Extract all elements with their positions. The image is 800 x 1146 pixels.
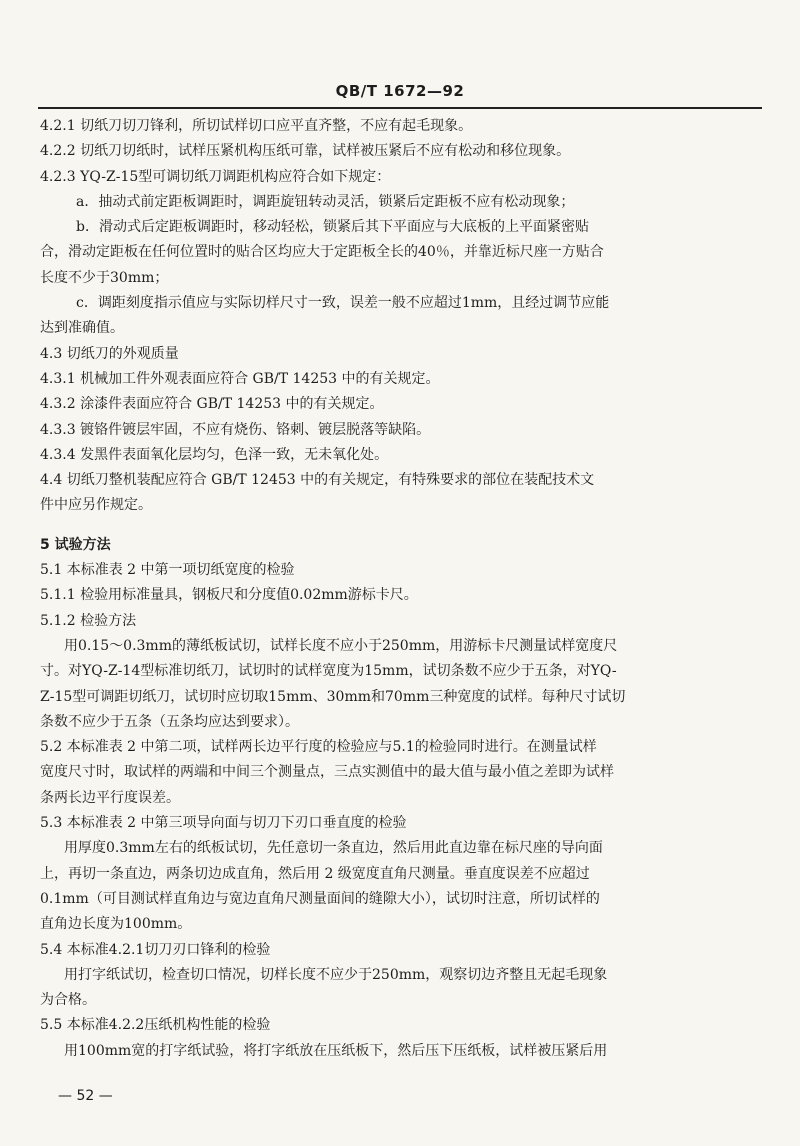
clause-4-2-3-a: a．抽动式前定距板调距时，调距旋钮转动灵活，锁紧后定距板不应有松动现象；	[76, 193, 575, 210]
clause-4-3-4: 4.3.4 发黑件表面氧化层均匀，色泽一致，无未氧化处。	[40, 446, 389, 463]
clause-5-3-text: 用厚度0.3mm左右的纸板试切，先任意切一条直边，然后用此直边靠在标尺座的导向面	[64, 840, 603, 857]
clause-5-3: 5.3 本标准表 2 中第三项导向面与切刀下刃口垂直度的检验	[40, 815, 407, 832]
clause-5-4-text-2: 为合格。	[40, 992, 96, 1009]
clause-5-1-2-text-4: 条数不应少于五条（五条均应达到要求）。	[40, 713, 299, 730]
clause-5-3-text-4: 直角边长度为100mm。	[40, 916, 192, 933]
clause-5-2-cont: 宽度尺寸时，取试样的两端和中间三个测量点，三点实测值中的最大值与最小值之差即为试样	[40, 764, 614, 781]
clause-4-2-2: 4.2.2 切纸刀切纸时，试样压紧机构压纸可靠，试样被压紧后不应有松动和移位现象。	[40, 143, 571, 160]
clause-4-3: 4.3 切纸刀的外观质量	[40, 345, 179, 362]
clause-4-2-3-b: b．滑动式后定距板调距时，移动轻松，锁紧后其下平面应与大底板的上平面紧密贴	[76, 219, 589, 236]
clause-4-4-end: 件中应另作规定。	[40, 497, 152, 514]
clause-5-2-end: 条两长边平行度误差。	[40, 789, 180, 806]
clause-4-3-2: 4.3.2 涂漆件表面应符合 GB/T 14253 中的有关规定。	[40, 396, 384, 413]
clause-5-5: 5.5 本标准4.2.2压纸机构性能的检验	[40, 1017, 271, 1034]
clause-5-4: 5.4 本标准4.2.1切刀刃口锋利的检验	[40, 941, 271, 958]
clause-4-2-1: 4.2.1 切纸刀切刀锋利，所切试样切口应平直齐整，不应有起毛现象。	[40, 118, 473, 134]
standard-code-header: QB/T 1672—92	[335, 82, 465, 100]
clause-4-4: 4.4 切纸刀整机装配应符合 GB/T 12453 中的有关规定，有特殊要求的部位在装配技术文	[40, 472, 595, 489]
clause-4-2-3-c-end: 达到准确值。	[40, 320, 124, 337]
clause-5-1-2-text-2: 寸。对YQ-Z-14型标准切纸刀，试切时的试样宽度为15mm，试切条数不应少于五条，对YQ-	[40, 663, 617, 680]
section-gap	[40, 519, 762, 533]
clause-5-1-1: 5.1.1 检验用标准量具，钢板尺和分度值0.02mm游标卡尺。	[40, 587, 418, 604]
clause-5-3-text-3: 0.1mm（可目测试样直角边与宽边直角尺测量面间的缝隙大小），试切时注意，所切试样的	[40, 890, 600, 907]
header-rule	[38, 107, 762, 109]
clause-5-5-text: 用100mm宽的打字纸试验，将打字纸放在压纸板下，然后压下压纸板，试样被压紧后用	[64, 1042, 608, 1059]
clause-5-1-2-text-3: Z-15型可调距切纸刀，试切时应切取15mm、30mm和70mm三种宽度的试样。每种尺寸试切	[40, 688, 626, 705]
document-body	[40, 114, 762, 1064]
clause-4-2-3-c: c．调距刻度指示值应与实际切样尺寸一致，误差一般不应超过1mm，且经过调节应能	[76, 295, 610, 312]
clause-4-2-3: 4.2.3 YQ-Z-15型可调切纸刀调距机构应符合如下规定：	[40, 168, 391, 185]
clause-5-1-2-text: 用0.15～0.3mm的薄纸板试切，试样长度不应小于250mm，用游标卡尺测量试样宽度尺	[64, 637, 618, 654]
clause-5-2: 5.2 本标准表 2 中第二项，试样两长边平行度的检验应与5.1的检验同时进行。在测量试样	[40, 739, 597, 756]
clause-5-1: 5.1 本标准表 2 中第一项切纸宽度的检验	[40, 562, 295, 579]
clause-4-3-1: 4.3.1 机械加工件外观表面应符合 GB/T 14253 中的有关规定。	[40, 370, 440, 387]
clause-5-1-2: 5.1.2 检验方法	[40, 612, 137, 629]
clause-4-2-3-b-cont: 合，滑动定距板在任何位置时的贴合区均应大于定距板全长的40％，并靠近标尺座一方贴合	[40, 244, 604, 261]
clause-5-4-text: 用打字纸试切，检查切口情况，切样长度不应少于250mm，观察切边齐整且无起毛现象	[64, 966, 608, 983]
clause-5-3-text-2: 上，再切一条直边，两条切边成直角，然后用 2 级宽度直角尺测量。垂直度误差不应超过	[40, 865, 590, 882]
clause-4-2-3-b-end: 长度不少于30mm；	[40, 269, 169, 286]
clause-4-3-3: 4.3.3 镀铬件镀层牢固，不应有烧伤、铬刺、镀层脱落等缺陷。	[40, 421, 431, 438]
page-number: — 52 —	[58, 1088, 113, 1104]
section-5-heading: 5 试验方法	[40, 536, 111, 553]
